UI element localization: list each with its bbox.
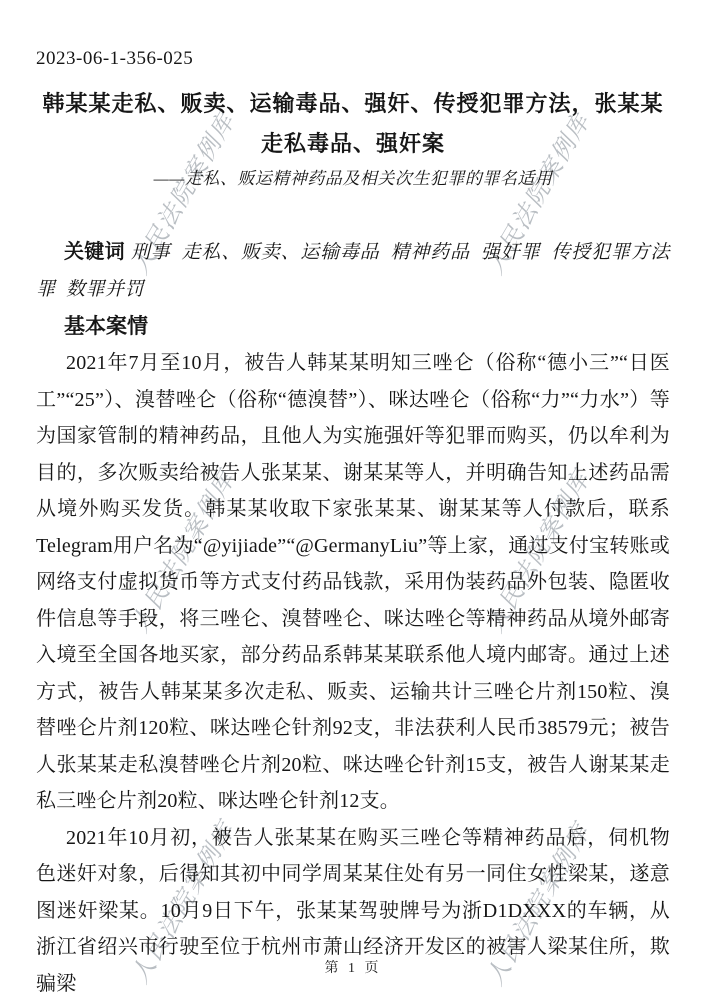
keywords-label: 关键词 — [64, 241, 125, 263]
section-heading-basic-facts: 基本案情 — [64, 315, 148, 338]
case-title: 韩某某走私、贩卖、运输毒品、强奸、传授犯罪方法，张某某走私毒品、强奸案 — [42, 91, 664, 156]
page-number: 第 1 页 — [324, 961, 382, 976]
watermark-text: 人民法院案例库 — [127, 466, 241, 638]
body-paragraph: 2021年10月初，被告人张某某在购买三唑仑等精神药品后，伺机物色迷奸对象，后得知其初中同学周某某住处有另一同住女性梁某，遂意图迷奸梁某。10月9日下午，张某某驾驶牌号为浙D1DXXX的车辆，从浙江省绍兴市行驶至位于杭州市萧山经济开发区的被害人梁某住所，欺骗梁 — [36, 826, 670, 995]
watermark-text: 人民法院案例库 — [482, 819, 596, 991]
watermark-text: 人民法院案例库 — [482, 108, 596, 280]
page-footer — [0, 957, 706, 977]
case-body — [36, 345, 670, 999]
watermark-text: 人民法院案例库 — [127, 108, 241, 280]
case-subtitle: ——走私、贩运精神药品及相关次生犯罪的罪名适用 — [153, 169, 553, 188]
watermark-text: 人民法院案例库 — [482, 466, 596, 638]
case-number: 2023-06-1-356-025 — [36, 48, 194, 69]
watermark-text: 人民法院案例库 — [127, 817, 241, 989]
keywords-terms: 刑事 走私、贩卖、运输毒品 精神药品 强奸罪 传授犯罪方法罪 数罪并罚 — [36, 242, 670, 300]
body-paragraph: 2021年7月至10月，被告人韩某某明知三唑仑（俗称“德小三”“日医工”“25”）、溴替唑仑（俗称“德溴替”）、咪达唑仑（俗称“力”“力水”）等为国家管制的精神药品，且他人为实施强奸等犯罪而购买，仍以牟利为目的，多次贩卖给被告人张某某、谢某某等人，并明确告知上述药品需从境外购买发货。韩某某收取下家张某某、谢某某等人付款后，联系Telegram用户名为“@yijiade”“@GermanyLiu”等上家，通过支付宝转账或网络支付虚拟货币等方式支付药品钱款，采用伪装药品外包装、隐匿收件信息等手段，将三唑仑、溴替唑仑、咪达唑仑等精神药品从境外邮寄入境至全国各地买家，部分药品系韩某某联系他人境内邮寄。通过上述方式，被告人韩某某多次走私、贩卖、运输共计三唑仑片剂150粒、溴替唑仑片剂120粒、咪达唑仑针剂92支，非法获利人民币38579元；被告人张某某走私溴替唑仑片剂20粒、咪达唑仑针剂15支，被告人谢某某走私三唑仑片剂20粒、咪达唑仑针剂12支。 — [36, 352, 670, 812]
keywords-line — [36, 234, 670, 308]
